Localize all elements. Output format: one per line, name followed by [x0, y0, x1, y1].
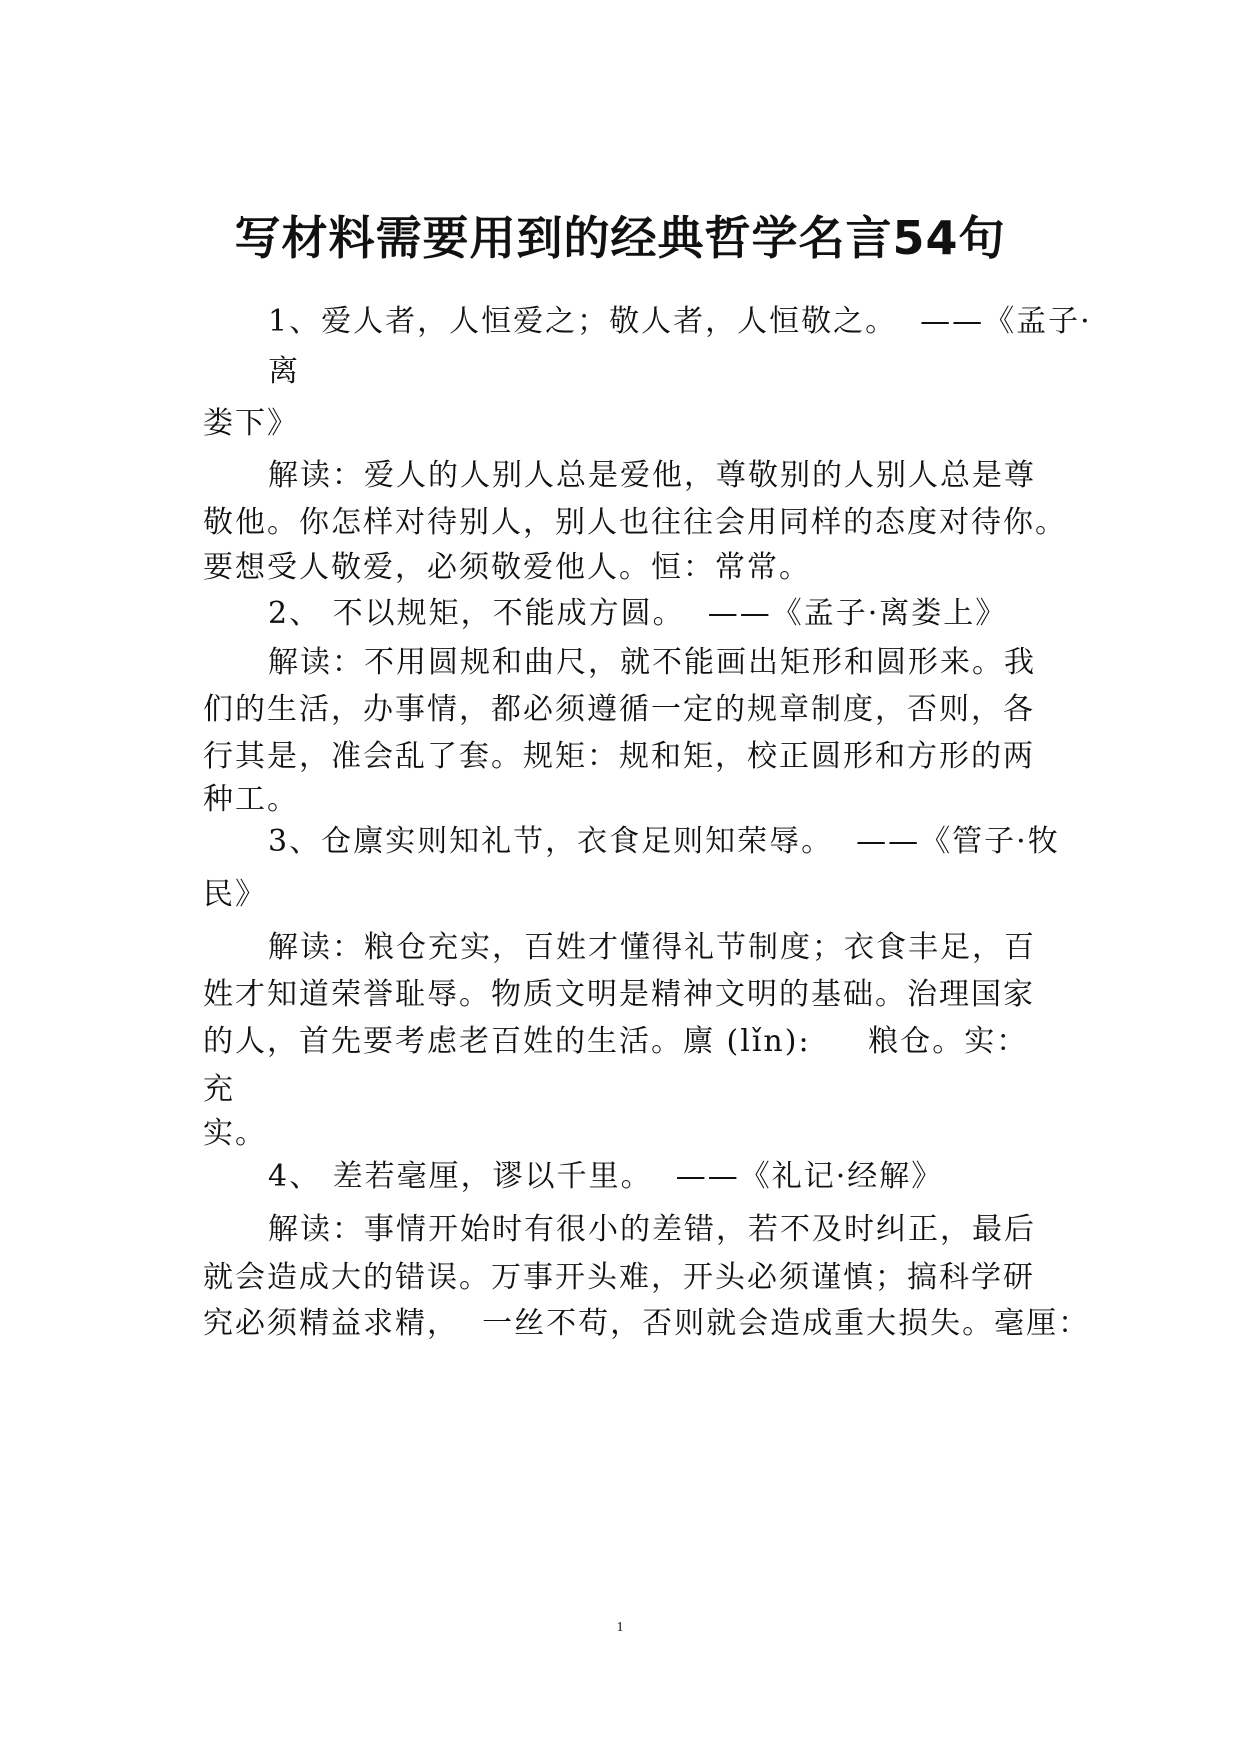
commentary-2-line-1: 解读：不用圆规和曲尺，就不能画出矩形和圆形来。我 — [268, 645, 1036, 680]
commentary-3-line-2: 姓才知道荣誉耻辱。物质文明是精神文明的基础。治理国家 — [203, 977, 1035, 1012]
commentary-4-line-2: 就会造成大的错误。万事开头难，开头必须谨慎；搞科学研 — [203, 1260, 1035, 1295]
commentary-3-line-5: 实。 — [203, 1116, 267, 1151]
document-title: 写材料需要用到的经典哲学名言54句 — [234, 211, 1006, 265]
quote-4: 4、 差若毫厘，谬以千里。 ——《礼记·经解》 — [268, 1159, 944, 1194]
commentary-1-line-2: 敬他。你怎样对待别人，别人也往往会用同样的态度对待你。 — [203, 505, 1067, 540]
quote-3-source: 民》 — [203, 877, 267, 912]
commentary-3-line-4: 充 — [203, 1072, 235, 1107]
commentary-2-line-2: 们的生活，办事情，都必须遵循一定的规章制度，否则，各 — [203, 692, 1035, 727]
commentary-4-line-1: 解读：事情开始时有很小的差错，若不及时纠正，最后 — [268, 1212, 1036, 1247]
quote-3-line-1: 3、仓廪实则知礼节，衣食足则知荣辱。 ——《管子·牧 — [268, 824, 1060, 859]
quote-1-line-2: 离 — [268, 354, 300, 389]
commentary-2-line-4: 种工。 — [203, 782, 299, 817]
quote-1-line-1: 1、爱人者，人恒爱之；敬人者，人恒敬之。 ——《孟子· — [268, 304, 1092, 339]
commentary-1-line-1: 解读：爱人的人别人总是爱他，尊敬别的人别人总是尊 — [268, 458, 1036, 493]
commentary-1-line-3: 要想受人敬爱，必须敬爱他人。恒：常常。 — [203, 550, 811, 585]
commentary-4-line-3: 究必须精益求精， 一丝不苟，否则就会造成重大损失。毫厘： — [203, 1306, 1091, 1341]
page-number: 1 — [616, 1620, 624, 1635]
commentary-2-line-3: 行其是，准会乱了套。规矩：规和矩，校正圆形和方形的两 — [203, 739, 1035, 774]
quote-2: 2、 不以规矩，不能成方圆。 ——《孟子·离娄上》 — [268, 596, 1008, 631]
commentary-3-line-3: 的人，首先要考虑老百姓的生活。廪 (lǐn): 粮仓。实： — [203, 1024, 1029, 1059]
quote-1-source: 娄下》 — [203, 406, 299, 441]
commentary-3-line-1: 解读：粮仓充实，百姓才懂得礼节制度；衣食丰足，百 — [268, 930, 1036, 965]
